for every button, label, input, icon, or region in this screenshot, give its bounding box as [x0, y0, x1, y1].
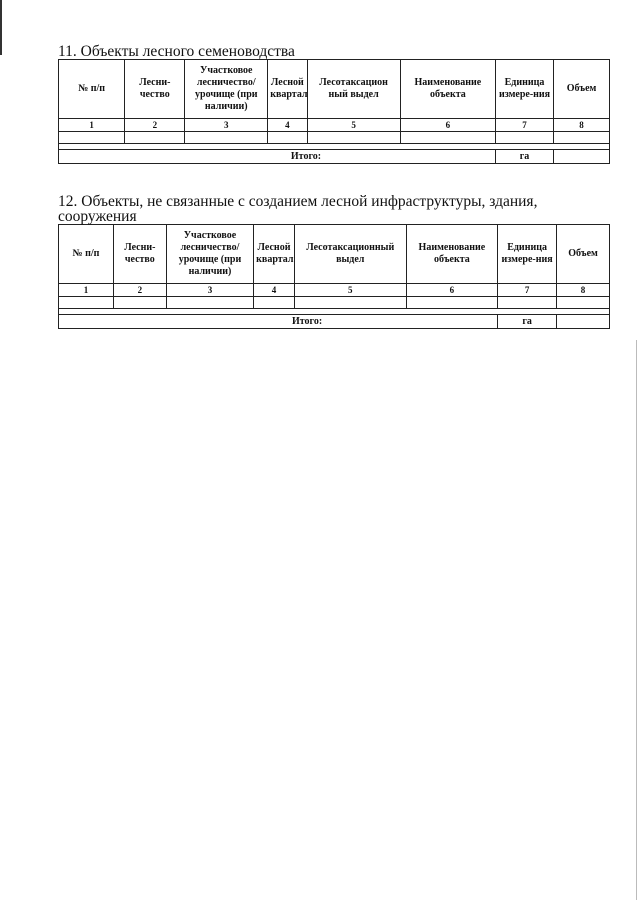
total-row	[59, 315, 610, 329]
column-number-row	[59, 119, 610, 132]
section-11	[58, 44, 610, 164]
table-cell	[400, 132, 495, 144]
table-cell	[113, 297, 166, 309]
header-row	[59, 225, 610, 284]
total-label: Итого:	[59, 150, 496, 164]
col-header: № п/п	[59, 225, 114, 284]
col-header: Лесотаксацион ный выдел	[307, 60, 400, 119]
table-cell	[496, 132, 554, 144]
col-number: 2	[113, 284, 166, 297]
table-cell	[166, 297, 253, 309]
col-header: Единица измере-ния	[498, 225, 557, 284]
table-cell	[554, 132, 610, 144]
table-cell	[268, 132, 307, 144]
col-header: Лесни-чество	[125, 60, 185, 119]
table-cell	[59, 297, 114, 309]
col-header: Объем	[554, 60, 610, 119]
col-header: Единица измере-ния	[496, 60, 554, 119]
col-header: Наименование объекта	[406, 225, 497, 284]
col-number: 8	[554, 119, 610, 132]
table-row	[59, 297, 610, 309]
column-number-row	[59, 284, 610, 297]
page-edge-mark	[636, 340, 637, 900]
header-row	[59, 60, 610, 119]
col-header: Участковое лесничество/ урочище (при наличии)	[185, 60, 268, 119]
col-header: Участковое лесничество/ урочище (при наличии)	[166, 225, 253, 284]
col-number: 7	[498, 284, 557, 297]
page-edge-mark	[0, 0, 2, 55]
col-number: 5	[294, 284, 406, 297]
col-number: 7	[496, 119, 554, 132]
col-number: 4	[268, 119, 307, 132]
col-number: 6	[406, 284, 497, 297]
table-row	[59, 132, 610, 144]
table-cell	[406, 297, 497, 309]
total-value	[554, 150, 610, 164]
total-label: Итого:	[59, 315, 498, 329]
col-header: Объем	[557, 225, 610, 284]
section-12	[58, 194, 610, 329]
section-11-title: 11. Объекты лесного семеноводства	[58, 43, 295, 60]
section-11-table	[58, 59, 610, 164]
table-cell	[59, 132, 125, 144]
col-number: 8	[557, 284, 610, 297]
col-number: 6	[400, 119, 495, 132]
table-cell	[254, 297, 295, 309]
total-value	[557, 315, 610, 329]
table-cell	[557, 297, 610, 309]
col-number: 2	[125, 119, 185, 132]
col-header: № п/п	[59, 60, 125, 119]
total-unit: га	[498, 315, 557, 329]
col-header: Лесни-чество	[113, 225, 166, 284]
table-cell	[125, 132, 185, 144]
col-number: 4	[254, 284, 295, 297]
col-header: Наименование объекта	[400, 60, 495, 119]
total-row	[59, 150, 610, 164]
section-12-title: 12. Объекты, не связанные с созданием лесной инфраструктуры, здания, сооружения	[58, 193, 538, 225]
col-header: Лесной квартал	[254, 225, 295, 284]
col-number: 1	[59, 119, 125, 132]
col-number: 5	[307, 119, 400, 132]
table-cell	[185, 132, 268, 144]
col-number: 3	[185, 119, 268, 132]
table-cell	[307, 132, 400, 144]
table-cell	[294, 297, 406, 309]
col-header: Лесной квартал	[268, 60, 307, 119]
col-number: 1	[59, 284, 114, 297]
col-number: 3	[166, 284, 253, 297]
col-header: Лесотаксационный выдел	[294, 225, 406, 284]
section-12-table	[58, 224, 610, 329]
total-unit: га	[496, 150, 554, 164]
table-cell	[498, 297, 557, 309]
